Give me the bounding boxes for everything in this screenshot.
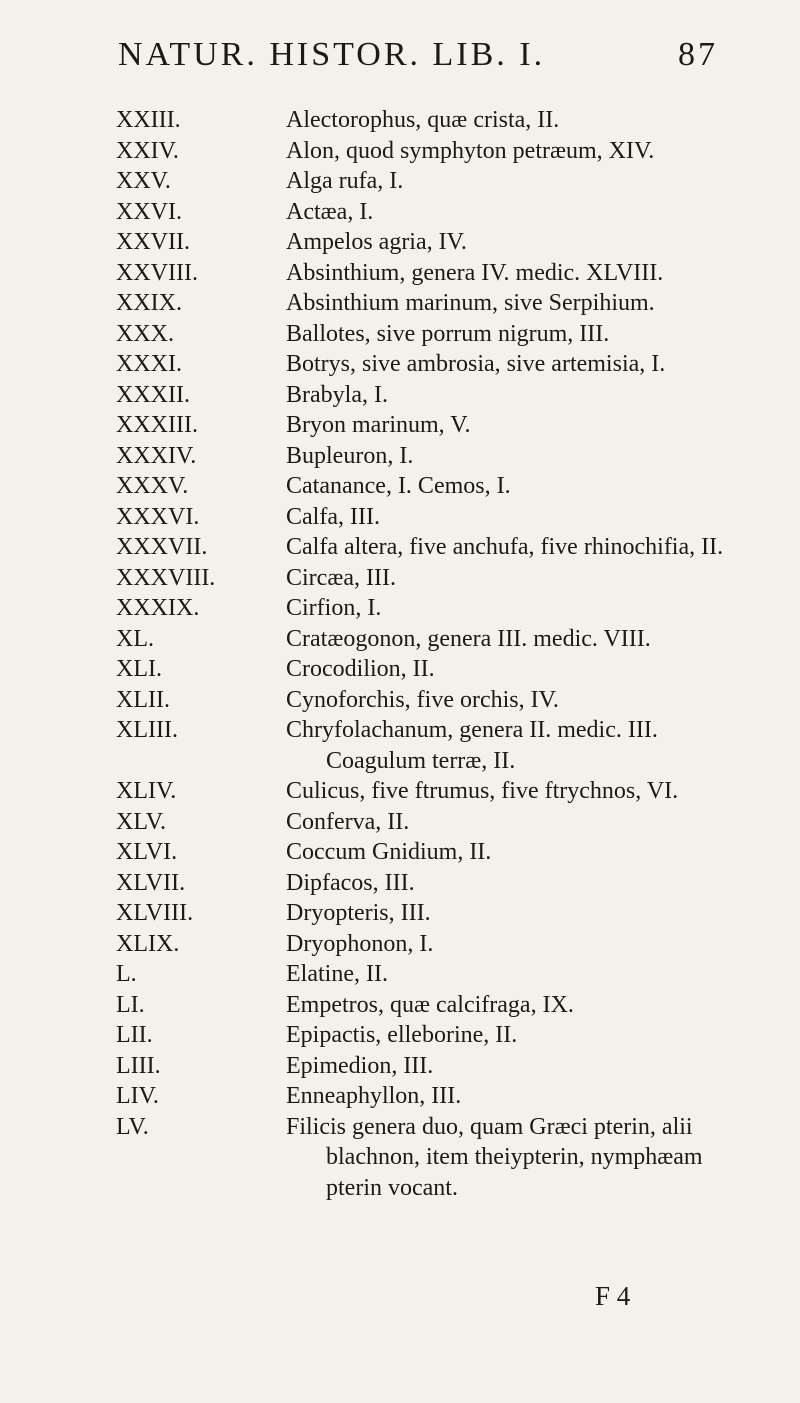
index-entry bbox=[0, 868, 800, 899]
index-entry bbox=[0, 349, 800, 380]
entry-number: XLV. bbox=[116, 808, 167, 835]
entry-text: Alon, quod symphyton petræum, XIV. bbox=[286, 137, 655, 164]
entry-number: XLI. bbox=[116, 656, 162, 682]
index-entry bbox=[0, 1051, 800, 1082]
entry-text: Brabyla, I. bbox=[286, 381, 388, 408]
index-entry bbox=[0, 380, 800, 411]
entry-number: XXXI. bbox=[116, 351, 182, 377]
entry-text: Ampelos agria, IV. bbox=[286, 229, 467, 255]
entry-number: XXX. bbox=[116, 320, 174, 347]
entry-number: LIII. bbox=[116, 1052, 161, 1079]
index-entry bbox=[0, 197, 800, 228]
index-entry bbox=[0, 319, 800, 350]
printer-signature: F 4 bbox=[595, 1281, 631, 1311]
entry-number: XXVII. bbox=[116, 229, 190, 255]
entry-text: Alga rufa, I. bbox=[286, 168, 404, 194]
page-number: 87 bbox=[678, 36, 718, 73]
index-entry bbox=[0, 563, 800, 594]
entry-text: Dryopteris, III. bbox=[286, 900, 431, 926]
running-header bbox=[118, 36, 718, 86]
entry-number: XLIV. bbox=[116, 778, 177, 804]
entry-number: LV. bbox=[116, 1113, 149, 1140]
entry-text: Conferva, II. bbox=[286, 808, 410, 835]
running-title: NATUR. HISTOR. LIB. I. bbox=[118, 36, 546, 73]
index-entry bbox=[0, 654, 800, 685]
index-list bbox=[0, 105, 800, 1203]
index-entry bbox=[0, 837, 800, 868]
index-entry bbox=[0, 105, 800, 136]
entry-text: Ballotes, sive porrum nigrum, III. bbox=[286, 320, 610, 347]
entry-text: Bryon marinum, V. bbox=[286, 412, 471, 438]
entry-number: XLVIII. bbox=[116, 900, 194, 926]
entry-number: L. bbox=[116, 961, 137, 987]
index-entry bbox=[0, 929, 800, 960]
index-entry bbox=[0, 624, 800, 655]
index-entry bbox=[0, 410, 800, 441]
entry-number: XLVII. bbox=[116, 869, 186, 896]
entry-text: Absinthium, genera IV. medic. XLVIII. bbox=[286, 259, 664, 286]
index-entry bbox=[0, 227, 800, 258]
index-entry bbox=[0, 502, 800, 533]
index-entry bbox=[0, 136, 800, 167]
entry-number: LI. bbox=[116, 991, 145, 1018]
entry-number: XXVI. bbox=[116, 198, 182, 225]
entry-number: XXXVII. bbox=[116, 534, 208, 560]
index-entry bbox=[0, 593, 800, 624]
entry-number: XXVIII. bbox=[116, 259, 198, 286]
entry-number: XXXII. bbox=[116, 381, 190, 408]
entry-number: LIV. bbox=[116, 1083, 159, 1109]
entry-text: Calfa, III. bbox=[286, 503, 380, 530]
index-entry bbox=[0, 441, 800, 472]
index-entry bbox=[0, 990, 800, 1021]
entry-text: Circæa, III. bbox=[286, 564, 396, 591]
entry-text: Actæa, I. bbox=[286, 198, 374, 225]
entry-number: XXIV. bbox=[116, 137, 179, 164]
entry-number: XXXIV. bbox=[116, 442, 197, 469]
entry-text: Cratæogonon, genera III. medic. VIII. bbox=[286, 625, 651, 652]
entry-text: Crocodilion, II. bbox=[286, 656, 435, 682]
index-entry bbox=[0, 898, 800, 929]
entry-number: XXXVI. bbox=[116, 503, 200, 530]
entry-text: Chryfolachanum, genera II. medic. III. Coagulum terræ, II. bbox=[286, 717, 658, 774]
entry-text: Botrys, sive ambrosia, sive artemisia, I. bbox=[286, 351, 666, 377]
entry-text: Cynoforchis, five orchis, IV. bbox=[286, 686, 559, 713]
entry-text: Epipactis, elleborine, II. bbox=[286, 1022, 518, 1048]
index-entry bbox=[0, 1112, 800, 1204]
index-entry bbox=[0, 166, 800, 197]
entry-number: XLII. bbox=[116, 686, 170, 713]
entry-text: Cirfion, I. bbox=[286, 595, 382, 621]
entry-text: Calfa altera, five anchufa, five rhinochifia, II. bbox=[286, 534, 724, 560]
entry-text: Filicis genera duo, quam Græci pterin, alii blachnon, item theiypterin, nymphæam pterin vocant. bbox=[286, 1113, 703, 1201]
index-entry bbox=[0, 776, 800, 807]
entry-text: Absinthium marinum, sive Serpihium. bbox=[286, 290, 655, 316]
entry-text: Bupleuron, I. bbox=[286, 442, 414, 469]
entry-number: XLIII. bbox=[116, 717, 178, 743]
entry-number: XLIX. bbox=[116, 930, 180, 957]
index-entry bbox=[0, 1020, 800, 1051]
entry-text: Culicus, five ftrumus, five ftrychnos, VI. bbox=[286, 778, 679, 804]
entry-number: XL. bbox=[116, 625, 154, 652]
index-entry bbox=[0, 258, 800, 289]
entry-text: Empetros, quæ calcifraga, IX. bbox=[286, 991, 574, 1018]
entry-text: Catanance, I. Cemos, I. bbox=[286, 473, 511, 499]
index-entry bbox=[0, 532, 800, 563]
index-entry bbox=[0, 715, 800, 776]
entry-number: XXIX. bbox=[116, 290, 182, 316]
index-entry bbox=[0, 959, 800, 990]
index-entry bbox=[0, 471, 800, 502]
entry-number: XXXIII. bbox=[116, 412, 198, 438]
entry-text: Epimedion, III. bbox=[286, 1052, 434, 1079]
entry-text: Coccum Gnidium, II. bbox=[286, 839, 492, 865]
index-entry bbox=[0, 685, 800, 716]
index-entry bbox=[0, 807, 800, 838]
index-entry bbox=[0, 288, 800, 319]
entry-text: Elatine, II. bbox=[286, 961, 388, 987]
entry-text: Alectorophus, quæ crista, II. bbox=[286, 107, 560, 133]
entry-number: XXXV. bbox=[116, 473, 189, 499]
entry-number: XLVI. bbox=[116, 839, 178, 865]
entry-text: Dryophonon, I. bbox=[286, 930, 434, 957]
entry-number: XXXIX. bbox=[116, 595, 200, 621]
entry-number: XXV. bbox=[116, 168, 171, 194]
entry-number: XXXVIII. bbox=[116, 564, 216, 591]
index-entry bbox=[0, 1081, 800, 1112]
entry-number: XXIII. bbox=[116, 107, 181, 133]
entry-text: Dipfacos, III. bbox=[286, 869, 415, 896]
entry-number: LII. bbox=[116, 1022, 153, 1048]
entry-text: Enneaphyllon, III. bbox=[286, 1083, 462, 1109]
